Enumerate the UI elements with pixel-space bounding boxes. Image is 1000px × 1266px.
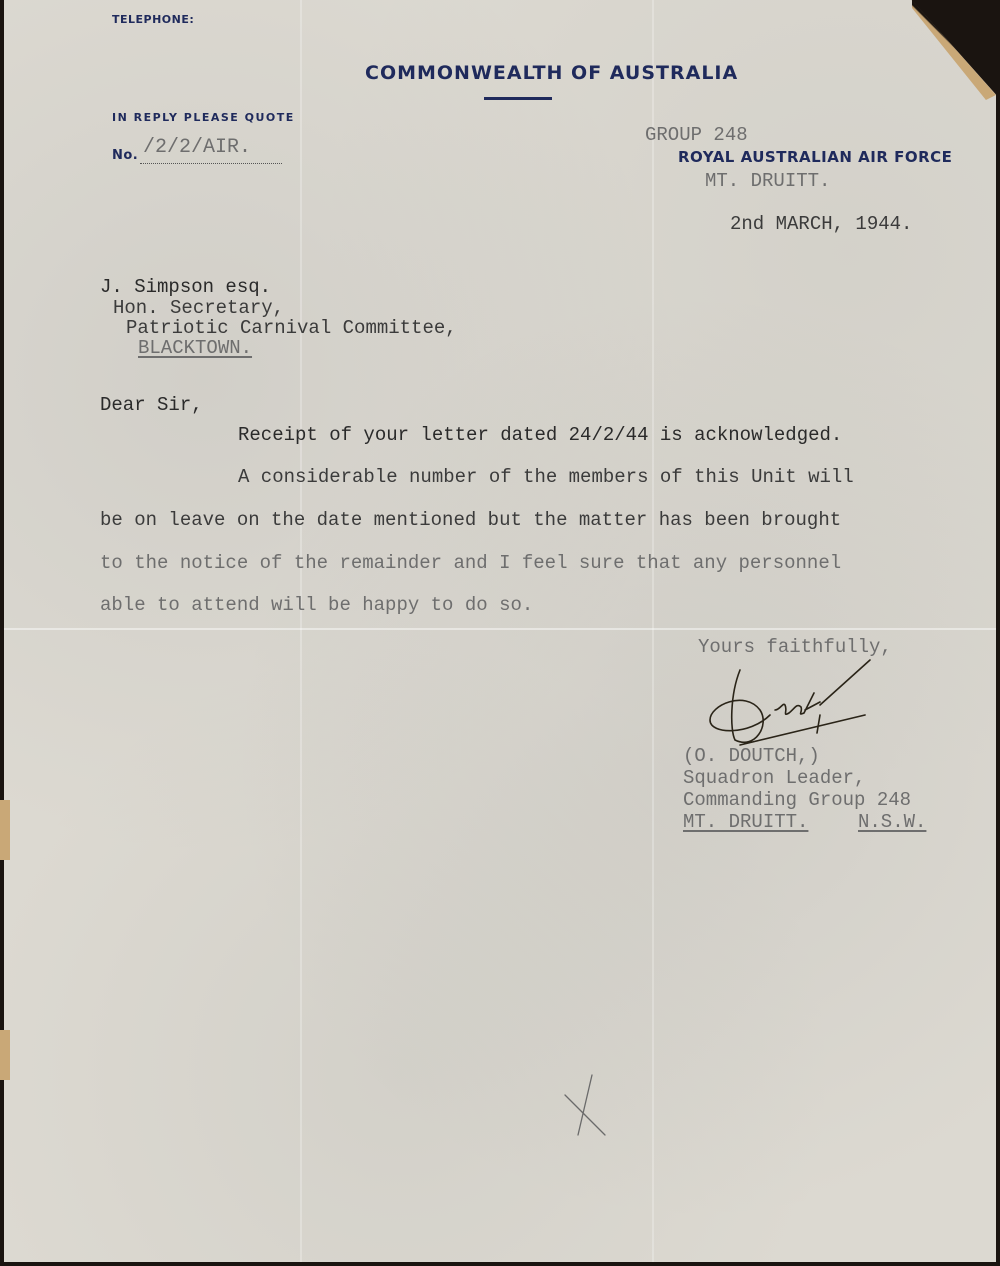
reply-quote-label: IN REPLY PLEASE QUOTE (112, 111, 295, 124)
organization-name: ROYAL AUSTRALIAN AIR FORCE (678, 148, 953, 166)
signer-position: Commanding Group 248 (683, 789, 912, 811)
reference-dotted-line (140, 163, 282, 164)
valediction: Yours faithfully, (698, 636, 892, 658)
fold-crease-vertical-right (652, 0, 654, 1262)
recipient-town: BLACKTOWN. (138, 337, 253, 359)
salutation: Dear Sir, (100, 394, 203, 416)
unit-group: GROUP 248 (645, 124, 748, 146)
signature-icon (700, 655, 880, 755)
paragraph-2-line-1: A considerable number of the members of this Unit will (238, 466, 854, 488)
signer-location: MT. DRUITT. (683, 811, 809, 833)
signer-name: (O. DOUTCH,) (683, 745, 820, 767)
number-label: No. (112, 148, 139, 163)
paragraph-1: Receipt of your letter dated 24/2/44 is acknowledged. (238, 424, 843, 446)
recipient-title: Hon. Secretary, (113, 297, 285, 319)
title-rule (484, 97, 552, 100)
reference-number: /2/2/AIR. (143, 136, 252, 159)
paper-tear-edge (0, 800, 10, 860)
fold-crease-horizontal (4, 628, 996, 630)
pencil-x-mark-icon (560, 1070, 610, 1140)
paragraph-2-line-3: to the notice of the remainder and I feel sure that any personnel (100, 552, 842, 574)
letterhead-title: COMMONWEALTH OF AUSTRALIA (365, 62, 739, 84)
recipient-committee: Patriotic Carnival Committee, (126, 317, 457, 339)
signer-rank: Squadron Leader, (683, 767, 866, 789)
recipient-name: J. Simpson esq. (100, 276, 272, 298)
letter-date: 2nd MARCH, 1944. (730, 213, 913, 235)
signer-state: N.S.W. (858, 811, 927, 833)
telephone-label: TELEPHONE: (112, 13, 195, 26)
fold-crease-vertical-left (300, 0, 302, 1262)
unit-location: MT. DRUITT. (705, 170, 831, 192)
paper-tear-edge (0, 1030, 10, 1080)
letter-paper (4, 0, 996, 1262)
paragraph-2-line-4: able to attend will be happy to do so. (100, 594, 534, 616)
paragraph-2-line-2: be on leave on the date mentioned but the matter has been brought (100, 509, 842, 531)
